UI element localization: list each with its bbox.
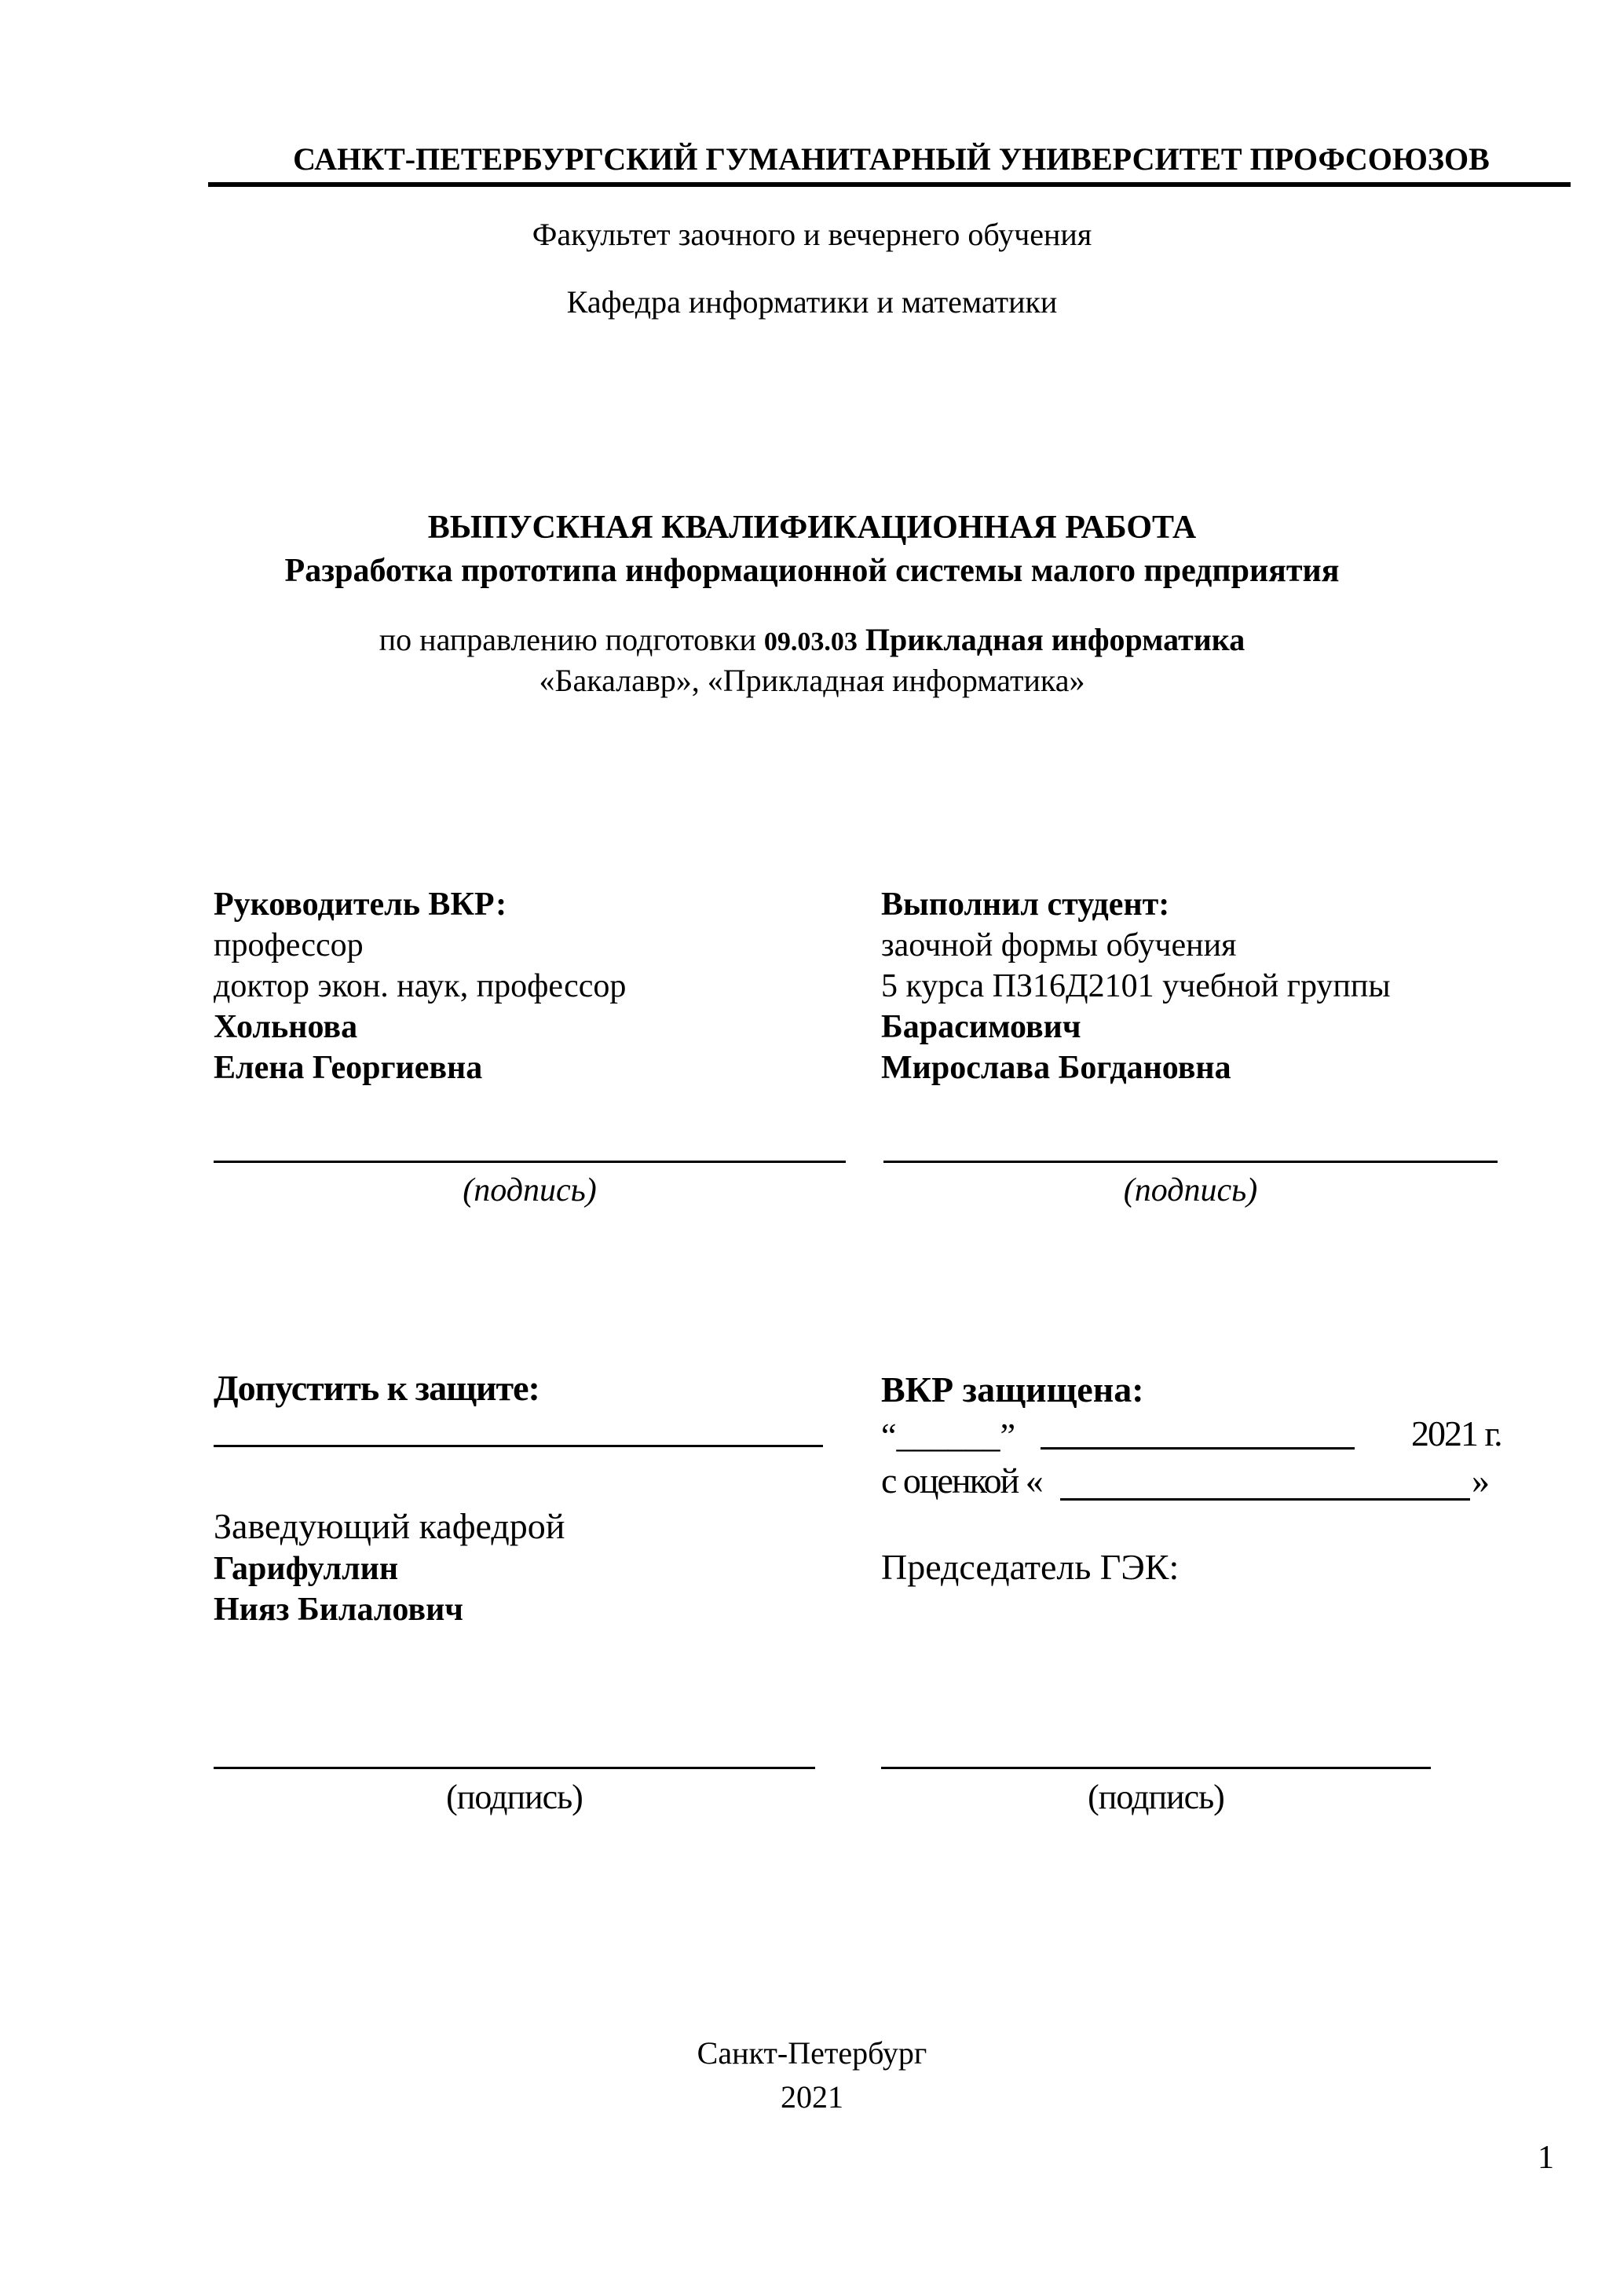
supervisor-surname: Хольнова — [214, 1009, 358, 1045]
supervisor-degree: доктор экон. наук, профессор — [214, 968, 627, 1004]
direction-code: 09.03.03 — [763, 627, 858, 656]
supervisor-signature-caption: (подпись) — [463, 1172, 597, 1208]
page-number: 1 — [1538, 2140, 1554, 2176]
supervisor-name: Елена Георгиевна — [214, 1050, 483, 1086]
head-name: Нияз Билалович — [214, 1592, 463, 1628]
direction-line — [0, 622, 1624, 658]
defense-year: 2021 г. — [1411, 1413, 1501, 1453]
grade-prefix: с оценкой « — [881, 1461, 1042, 1501]
department-name: Кафедра информатики и математики — [566, 284, 1058, 320]
head-signature-caption: (подпись) — [446, 1778, 583, 1816]
year: 2021 — [781, 2079, 843, 2115]
work-type: ВЫПУСКНАЯ КВАЛИФИКАЦИОННАЯ РАБОТА — [427, 510, 1197, 546]
student-heading: Выполнил студент: — [881, 887, 1170, 923]
grade-suffix: » — [1472, 1461, 1490, 1501]
direction-name: Прикладная информатика — [865, 622, 1245, 657]
defense-heading: ВКР защищена: — [881, 1369, 1144, 1409]
student-course-group: 5 курса ПЗ16Д2101 учебной группы — [881, 968, 1391, 1004]
defense-date-day: “______” — [881, 1417, 1016, 1455]
gek-chair: Председатель ГЭК: — [881, 1547, 1180, 1587]
chair-signature-caption: (подпись) — [1088, 1778, 1224, 1816]
student-signature-caption: (подпись) — [1123, 1172, 1258, 1208]
student-signature-line — [883, 1161, 1498, 1163]
student-name: Мирослава Богдановна — [881, 1050, 1231, 1086]
defense-date-month-line — [1041, 1447, 1355, 1450]
degree-line: «Бакалавр», «Прикладная информатика» — [539, 663, 1085, 698]
university-name: САНКТ-ПЕТЕРБУРГСКИЙ ГУМАНИТАРНЫЙ УНИВЕРСИТЕТ ПРОФСОЮЗОВ — [293, 141, 1490, 177]
faculty-name: Факультет заочного и вечернего обучения — [532, 217, 1092, 252]
student-surname: Барасимович — [881, 1009, 1081, 1045]
admission-heading: Допустить к защите: — [214, 1368, 540, 1408]
head-signature-line — [214, 1767, 815, 1769]
admission-signature-line — [214, 1445, 823, 1447]
student-study-form: заочной формы обучения — [881, 927, 1237, 963]
work-topic: Разработка прототипа информационной системы малого предприятия — [284, 553, 1340, 589]
chair-signature-line — [881, 1767, 1431, 1769]
supervisor-signature-line — [214, 1161, 846, 1163]
header-divider — [208, 182, 1571, 187]
supervisor-heading: Руководитель ВКР: — [214, 887, 507, 923]
supervisor-position: профессор — [214, 927, 364, 963]
city: Санкт-Петербург — [697, 2035, 927, 2071]
head-of-department: Заведующий кафедрой — [214, 1506, 565, 1546]
head-surname: Гарифуллин — [214, 1551, 399, 1587]
direction-prefix: по направлению подготовки — [379, 622, 756, 657]
grade-line — [1060, 1498, 1470, 1501]
